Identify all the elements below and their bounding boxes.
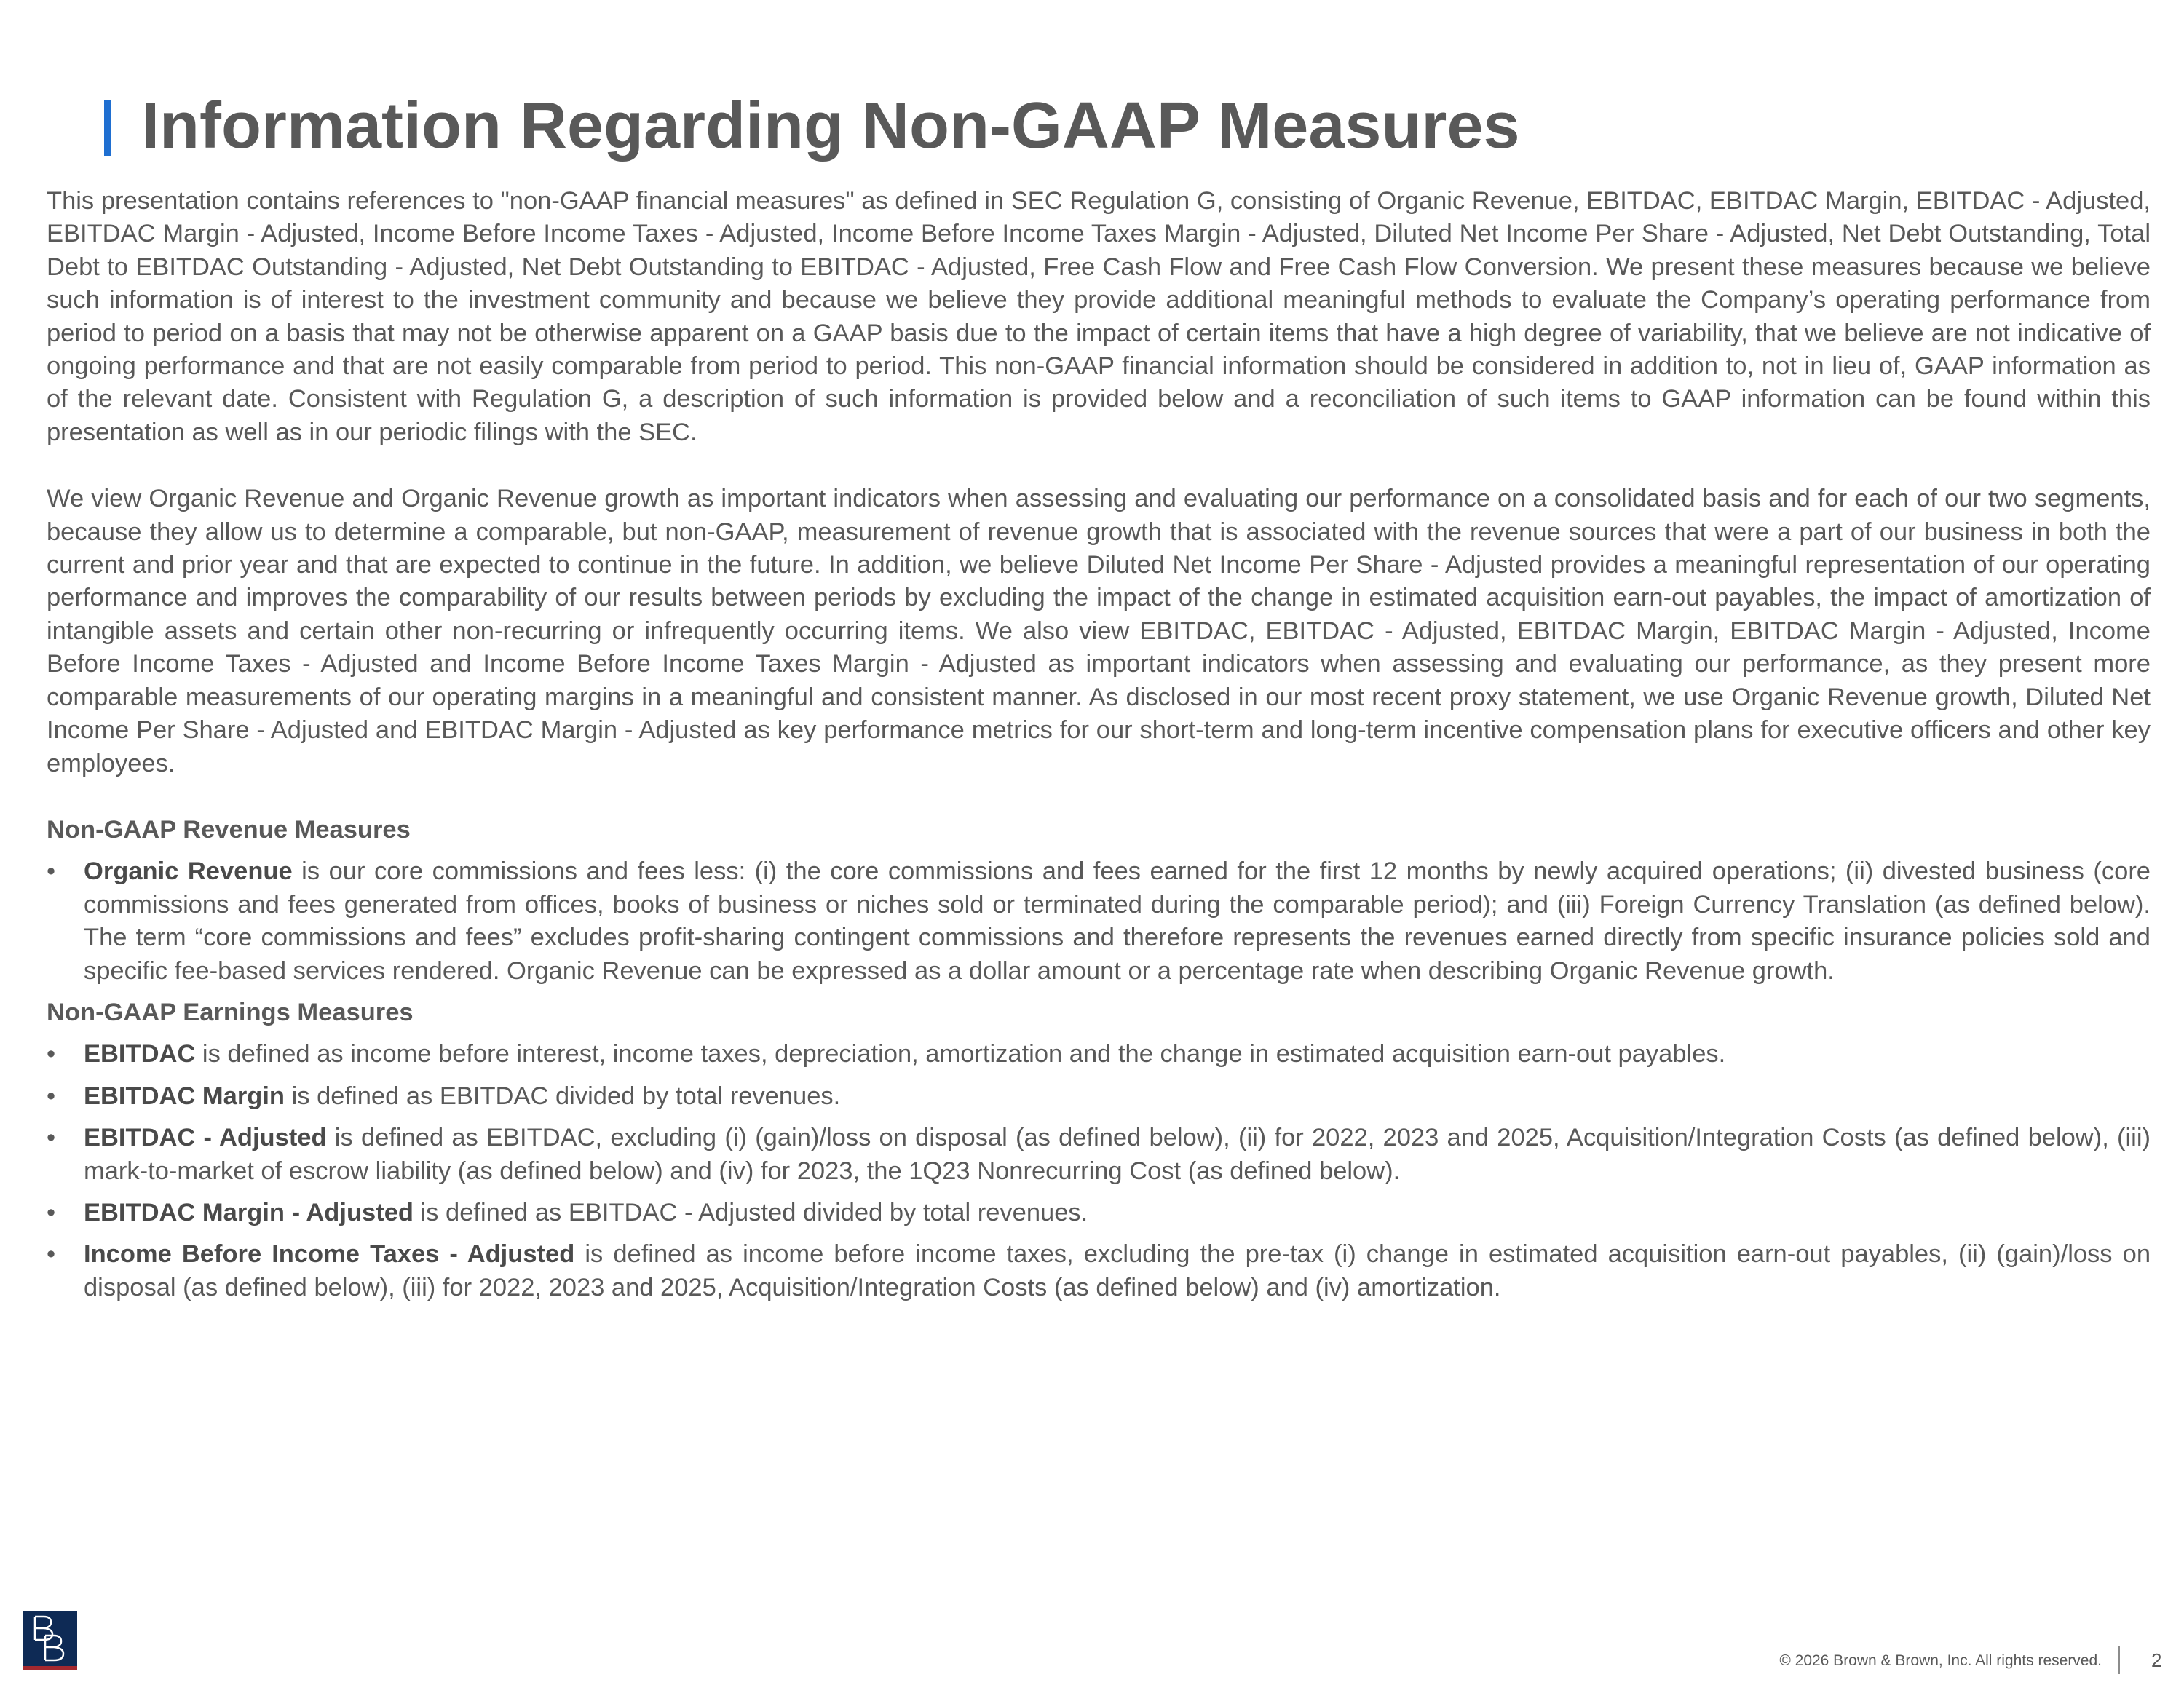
intro-paragraph: This presentation contains references to "non-GAAP financial measures" as defined in SEC Regulation G, consisting of Organic Revenue, EBITDAC, EBITDAC Margin, EBITDAC - Adjusted, EBITDAC Margin - Adjusted, Income Before Income Taxes - Adjusted, Income Before Income Taxes Margin - Adjusted, Diluted Net Income Per Share - Adjusted, Net Debt Outstanding, Total Debt to EBITDAC Outstanding - Adjusted, Net Debt Outstanding to EBITDAC - Adjusted, Free Cash Flow and Free Cash Flow Conversion. We present these measures because we believe such information is of interest to the investment community and because we believe they provide additional meaningful methods to evaluate the Company’s operating performance from period to period on a basis that may not be otherwise apparent on a GAAP basis due to the impact of certain items that have a high degree of variability, that we believe are not indicative of ongoing performance and that are not easily comparable from period to period. This non-GAAP financial information should be considered in addition to, not in lieu of, GAAP information as of the relevant date. Consistent with Regulation G, a description of such information is provided below and a reconciliation of such items to GAAP information can be found within this presentation as well as in our periodic filings with the SEC. [47,187,2151,446]
bullet-ebitdac-margin [47,1080,2151,1113]
bullet-icon: • [47,1082,56,1110]
bullet-ebitdac [47,1038,2151,1071]
definition: is defined as income before interest, income taxes, depreciation, amortization and the change in estimated acquisition earn-out payables. [195,1040,1726,1069]
title-accent-bar [104,100,111,156]
bullet-icon: • [47,1124,56,1152]
bullet-income-before-taxes-adjusted [47,1238,2151,1304]
page-number: 2 [2151,1649,2162,1671]
footer-divider [2118,1646,2120,1674]
definition: is our core commissions and fees less: (i) the core commissions and fees earned for the first 12 months by newly acquired operations; (ii) divested business (core commissions and fees generated from offices, books of business or niches sold or terminated during the comparable period); and (iii) Foreign Currency Translation (as defined below). The term “core commissions and fees” excludes profit-sharing contingent commissions and therefore represents the revenues earned directly from specific insurance policies sold and specific fee-based services rendered. Organic Revenue can be expressed as a dollar amount or a percentage rate when describing Organic Revenue growth. [84,857,2151,985]
bullet-icon: • [47,857,56,886]
term: EBITDAC Margin [84,1082,285,1110]
earnings-measures-heading: Non-GAAP Earnings Measures [47,998,414,1026]
brown-and-brown-logo [23,1611,77,1670]
body-content [47,185,2151,1304]
copyright-text: © 2026 Brown & Brown, Inc. All rights reserved. [1779,1652,2102,1669]
bullet-organic-revenue [47,855,2151,988]
bullet-ebitdac-margin-adjusted [47,1197,2151,1229]
term: Organic Revenue [84,857,293,886]
term: Income Before Income Taxes - Adjusted [84,1240,575,1269]
definition: is defined as EBITDAC - Adjusted divided by total revenues. [413,1198,1088,1226]
term: EBITDAC [84,1040,196,1069]
revenue-measures-heading: Non-GAAP Revenue Measures [47,815,411,844]
organic-revenue-paragraph: We view Organic Revenue and Organic Revenue growth as important indicators when assessing and evaluating our performance on a consolidated basis and for each of our two segments, because they allow us to determine a comparable, but non-GAAP, measurement of revenue growth that is associated with the revenue sources that were a part of our business in both the current and prior year and that are expected to continue in the future. In addition, we believe Diluted Net Income Per Share - Adjusted provides a meaningful representation of our operating performance and improves the comparability of our results between periods by excluding the impact of the change in estimated acquisition earn-out payables, the impact of amortization of intangible assets and certain other non-recurring or infrequently occurring items. We also view EBITDAC, EBITDAC - Adjusted, EBITDAC Margin, EBITDAC Margin - Adjusted, Income Before Income Taxes - Adjusted and Income Before Income Taxes Margin - Adjusted as important indicators when assessing and evaluating our performance, as they present more comparable measurements of our operating margins in a meaningful and consistent manner. As disclosed in our most recent proxy statement, we use Organic Revenue growth, Diluted Net Income Per Share - Adjusted and EBITDAC Margin - Adjusted as key performance metrics for our short-term and long-term incentive compensation plans for executive officers and other key employees. [47,485,2151,777]
bullet-ebitdac-adjusted [47,1122,2151,1188]
term: EBITDAC - Adjusted [84,1124,327,1152]
bb-monogram-icon [23,1611,77,1666]
definition: is defined as EBITDAC divided by total revenues. [285,1082,841,1110]
bullet-icon: • [47,1040,56,1069]
definition: is defined as income before income taxes, excluding the pre-tax (i) change in estimated acquisition earn-out payables, (ii) (gain)/loss on disposal (as defined below), (iii) for 2022, 2023 and 2025, Acquisition/Integration Costs (as defined below) and (iv) amortization. [84,1240,2151,1301]
page-title: Information Regarding Non-GAAP Measures [141,90,1520,162]
term: EBITDAC Margin - Adjusted [84,1198,414,1226]
bullet-icon: • [47,1198,56,1226]
definition: is defined as EBITDAC, excluding (i) (gain)/loss on disposal (as defined below), (ii) for 2022, 2023 and 2025, Acquisition/Integration Costs (as defined below), (iii) mark-to-market of escrow liability (as defined below) and (iv) for 2023, the 1Q23 Nonrecurring Cost (as defined below). [84,1124,2151,1185]
bullet-icon: • [47,1240,56,1269]
